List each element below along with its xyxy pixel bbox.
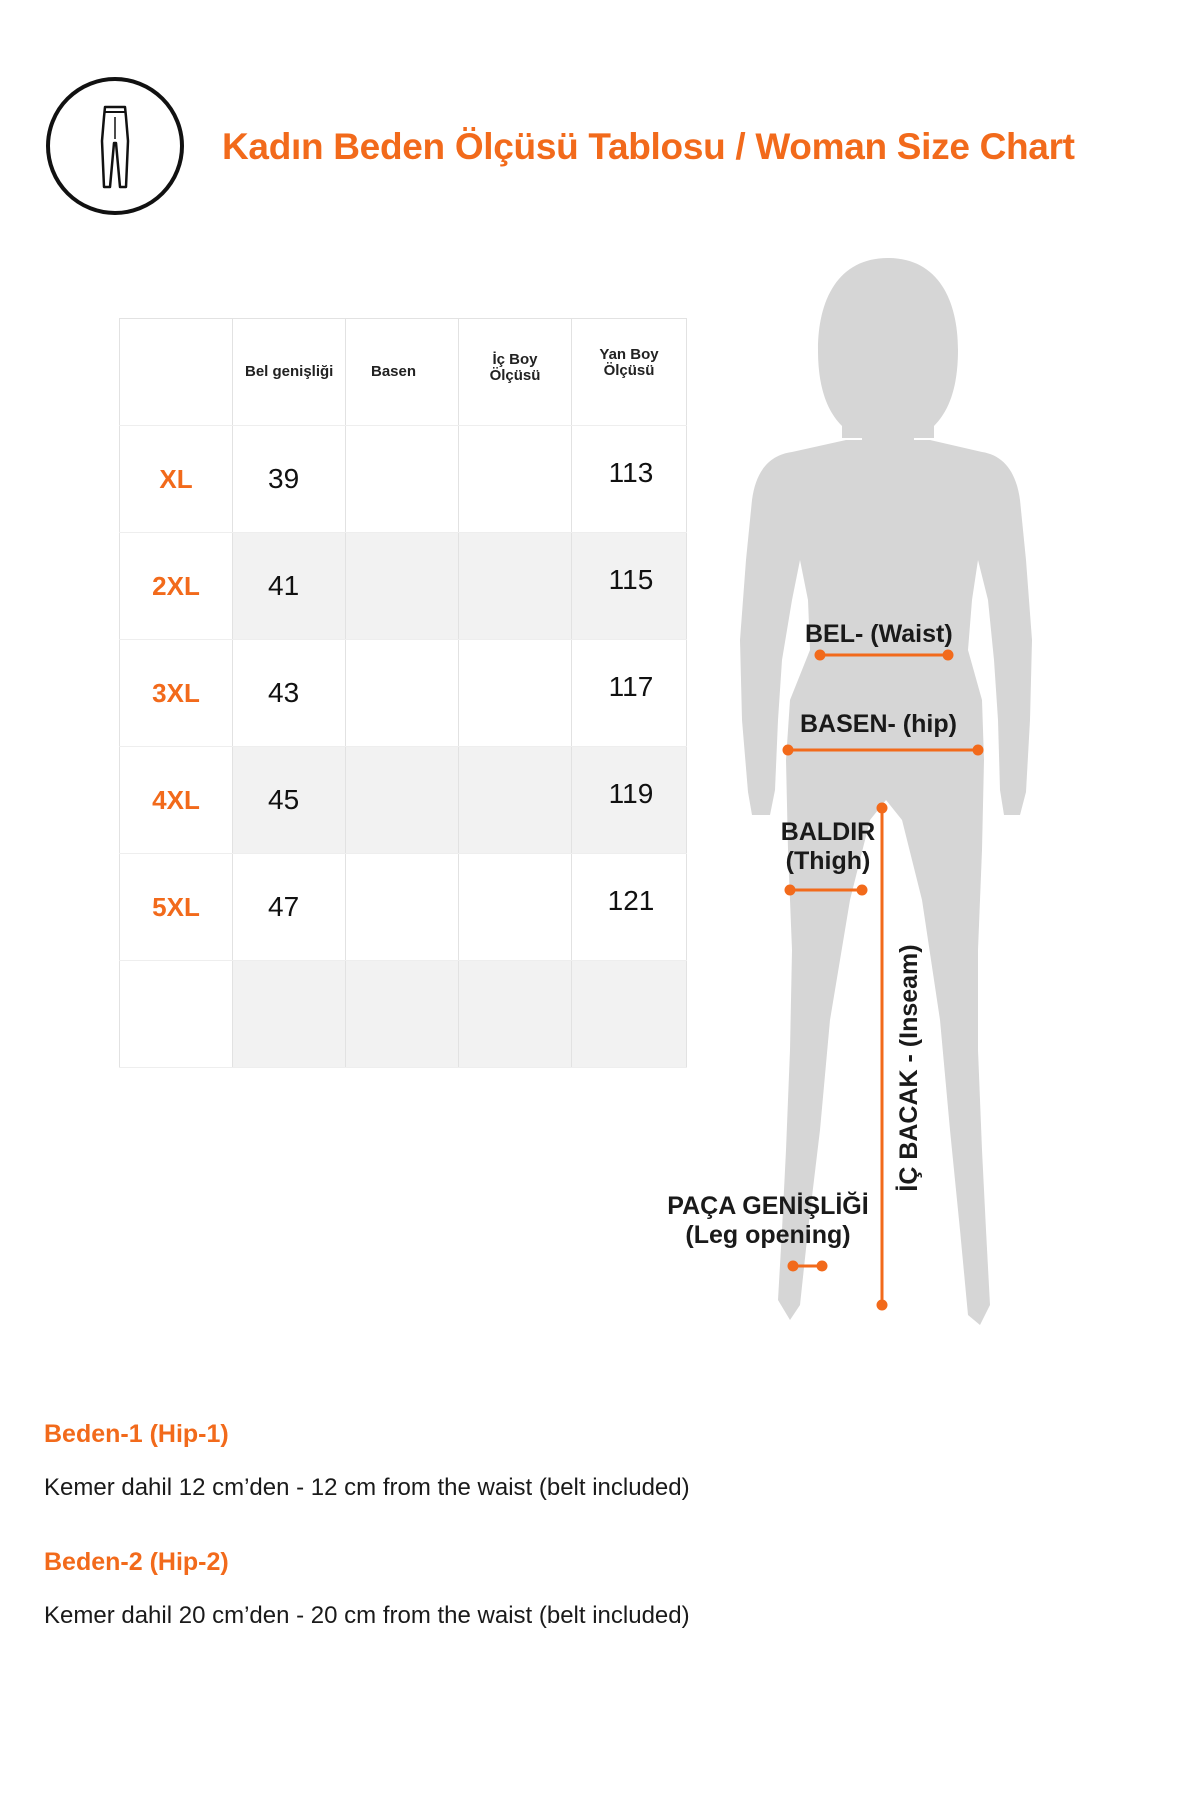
note-heading-hip-2: Beden-2 (Hip-2) [44,1548,229,1576]
size-label: XL [120,426,233,533]
bel-cell: 45 [233,747,346,854]
note-text-hip-1: Kemer dahil 12 cm’den - 12 cm from the waist (belt included) [44,1474,690,1501]
yan-boy-cell: 115 [572,533,687,640]
bel-cell: 41 [233,533,346,640]
note-heading-hip-1: Beden-1 (Hip-1) [44,1420,229,1448]
bel-cell: 43 [233,640,346,747]
waist-label: BEL- (Waist) [805,620,953,648]
silhouette [740,258,1032,1325]
inseam-label: İÇ BACAK - (Inseam) [895,944,923,1192]
hip-label: BASEN- (hip) [800,710,957,738]
header-ic-boy: İç Boy Ölçüsü [459,319,572,426]
bel-cell: 47 [233,854,346,961]
size-label: 3XL [120,640,233,747]
yan-boy-cell: 121 [572,854,687,961]
header-basen: Basen [346,319,459,426]
header-bel-genisligi: Bel genişliği [233,319,346,426]
size-label: 2XL [120,533,233,640]
yan-boy-cell: 113 [572,426,687,533]
page-title: Kadın Beden Ölçüsü Tablosu / Woman Size Chart [222,126,1075,167]
size-label: 4XL [120,747,233,854]
header-yan-boy: Yan Boy Ölçüsü [572,319,687,426]
yan-boy-cell: 117 [572,640,687,747]
yan-boy-cell: 119 [572,747,687,854]
note-text-hip-2: Kemer dahil 20 cm’den - 20 cm from the waist (belt included) [44,1602,690,1629]
leg-opening-label: PAÇA GENİŞLİĞİ (Leg opening) [667,1192,869,1249]
bel-cell: 39 [233,426,346,533]
thigh-label: BALDIR (Thigh) [780,818,876,875]
size-label: 5XL [120,854,233,961]
